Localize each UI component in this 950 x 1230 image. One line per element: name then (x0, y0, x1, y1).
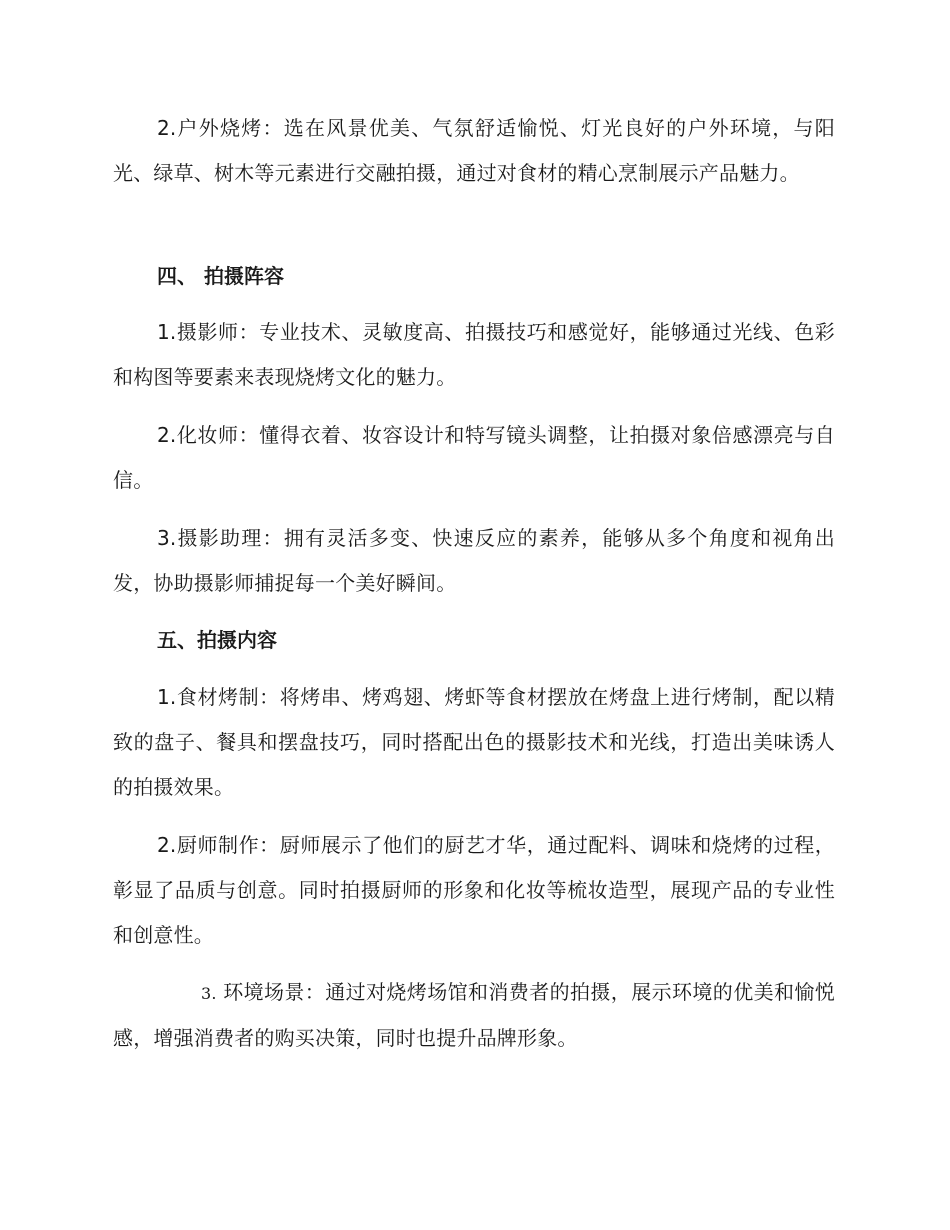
paragraph-environment-scene (113, 970, 835, 1061)
paragraph-photo-assistant: 3.摄影助理：拥有灵活多变、快速反应的素养，能够从多个角度和视角出发，协助摄影师捕捉每一个美好瞬间。 (113, 526, 835, 595)
paragraph-photographer: 1.摄影师：专业技术、灵敏度高、拍摄技巧和感觉好，能够通过光线、色彩和构图等要素来表现烧烤文化的魅力。 (113, 320, 835, 389)
list-number: 3. (201, 984, 217, 1003)
paragraph-chef-production: 2.厨师制作：厨师展示了他们的厨艺才华，通过配料、调味和烧烤的过程，彰显了品质与创意。同时拍摄厨师的形象和化妆等梳妆造型，展现产品的专业性和创意性。 (113, 833, 835, 947)
paragraph-outdoor-bbq: 2.户外烧烤：选在风景优美、气氛舒适愉悦、灯光良好的户外环境，与阳光、绿草、树木等元素进行交融拍摄，通过对食材的精心烹制展示产品魅力。 (113, 116, 835, 185)
paragraph-ingredients-grilling: 1.食材烤制：将烤串、烤鸡翅、烤虾等食材摆放在烤盘上进行烤制，配以精致的盘子、餐具和摆盘技巧，同时搭配出色的摄影技术和光线，打造出美味诱人的拍摄效果。 (113, 685, 835, 799)
heading-shooting-lineup: 四、 拍摄阵容 (157, 264, 284, 288)
paragraph-environment-text: 环境场景：通过对烧烤场馆和消费者的拍摄，展示环境的优美和愉悦感，增强消费者的购买决策，同时也提升品牌形象。 (113, 980, 835, 1050)
paragraph-makeup-artist: 2.化妆师：懂得衣着、妆容设计和特写镜头调整，让拍摄对象倍感漂亮与自信。 (113, 423, 835, 492)
heading-shooting-content: 五、拍摄内容 (157, 628, 277, 652)
